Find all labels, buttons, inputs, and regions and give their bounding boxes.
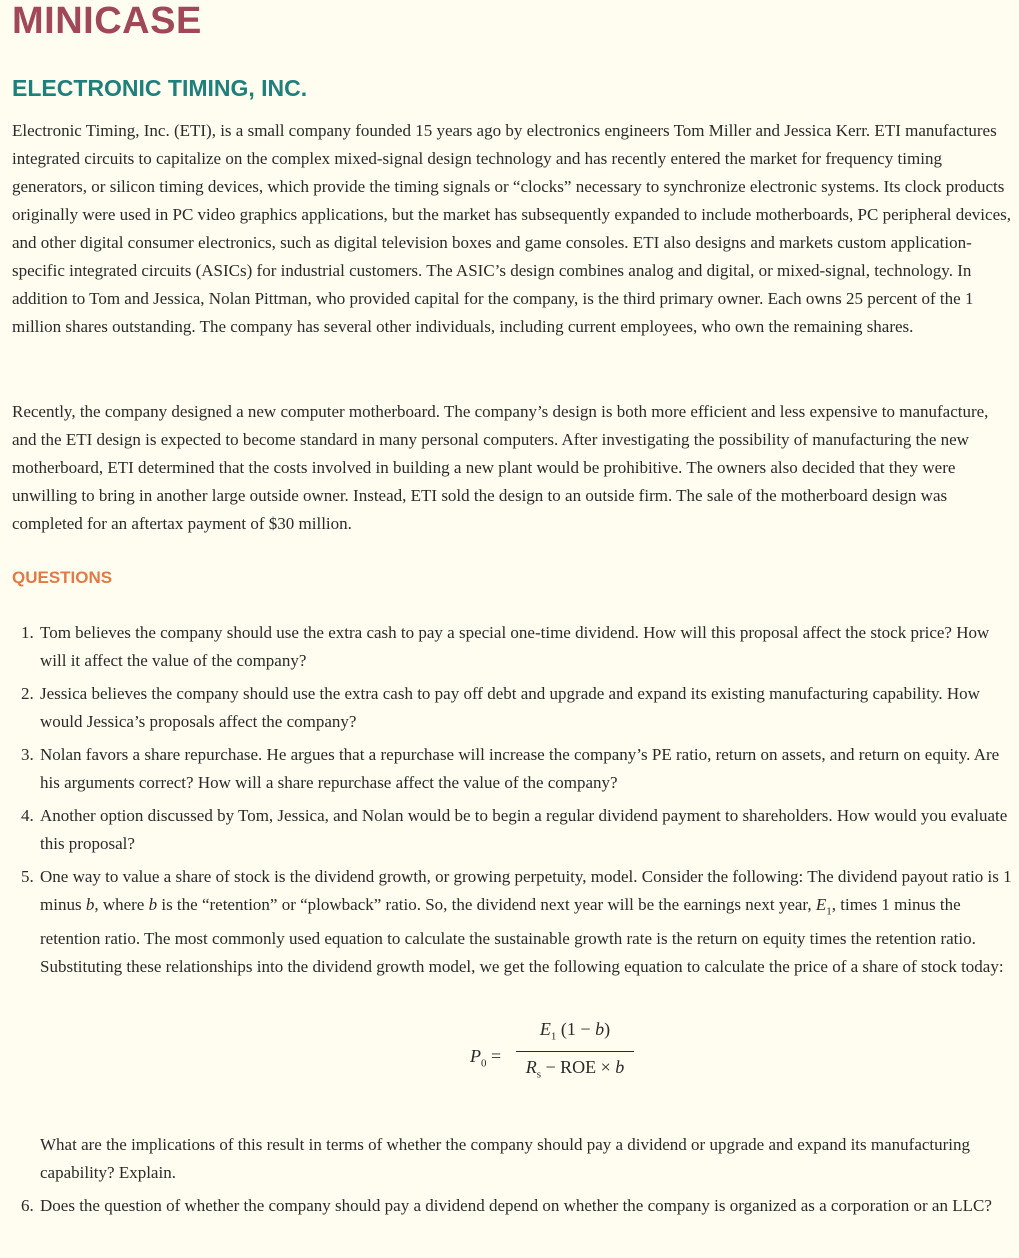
formula-var-b: b <box>615 1056 625 1077</box>
question-text: Does the question of whether the company should pay a dividend depend on whether the company is organized as a corporation or an LLC? <box>40 1196 992 1216</box>
question-number: 3. <box>21 745 34 764</box>
formula-sub: 0 <box>481 1057 487 1070</box>
question-item <box>12 619 1012 675</box>
questions-list <box>12 619 1012 1225</box>
fraction-bar <box>516 1051 634 1052</box>
question-item <box>12 741 1012 797</box>
formula-var-r: R <box>525 1056 537 1077</box>
variable-e-subscript: 1 <box>826 905 832 918</box>
formula-equals: = <box>491 1046 502 1067</box>
questions-heading: QUESTIONS <box>12 568 113 587</box>
formula-sub: s <box>536 1068 541 1081</box>
question-text-part: , where <box>94 895 149 914</box>
question-text-part: is the “retention” or “plowback” ratio. So, the dividend next year will be the earnings next year, <box>157 895 816 914</box>
formula-sub: 1 <box>550 1030 557 1043</box>
question-followup: What are the implications of this result in terms of whether the company should pay a dividend or upgrade and expand its manufacturing capability? Explain. <box>40 1135 971 1183</box>
question-item <box>12 1192 1012 1220</box>
question-text-part: One way to value a share of stock is the dividend growth, or growing perpetuity, model. Consider the following: The dividend payout ratio is 1 minus <box>40 867 1012 914</box>
question-item <box>12 802 1012 858</box>
formula-denominator <box>516 1055 634 1087</box>
question-number: 2. <box>21 684 34 703</box>
variable-b: b <box>148 895 158 914</box>
question-number: 4. <box>21 806 34 825</box>
formula-text: ) <box>604 1019 611 1040</box>
formula-var-b: b <box>595 1019 605 1040</box>
formula-fraction <box>516 1017 634 1086</box>
question-text: Another option discussed by Tom, Jessica, and Nolan would be to begin a regular dividend payment to shareholders. How would you evaluate this proposal? <box>40 806 1008 853</box>
intro-paragraph: Electronic Timing, Inc. (ETI), is a small company founded 15 years ago by electronics engineers Tom Miller and Jessica Kerr. ETI manufactures integrated circuits to capitalize on the complex mixed-signal design technology and has recently entered the market for frequency timing generators, or silicon timing devices, which provide the timing signals or “clocks” necessary to synchronize electronic systems. Its clock products originally were used in PC video graphics applications, but the market has subsequently expanded to include motherboards, PC peripheral devices, and other digital consumer electronics, such as digital television boxes and game consoles. ETI also designs and markets custom application-specific integrated circuits (ASICs) for industrial customers. The ASIC’s design combines analog and digital, or mixed-signal, technology. In addition to Tom and Jessica, Nolan Pittman, who provided capital for the company, is the third primary owner. Each owns 25 percent of the 1 million shares outstanding. The company has several other individuals, including current employees, who own the remaining shares. <box>12 121 1011 336</box>
question-text-part: , times 1 minus the retention ratio. The most commonly used equation to calculate the sustainable growth rate is the return on equity times the retention ratio. Substituting these relationships into the dividend growth model, we get the following equation to calculate the price of a share of stock today: <box>40 895 1004 977</box>
formula-var-e: E <box>539 1019 551 1040</box>
variable-e: E <box>815 895 827 914</box>
question-text: Nolan favors a share repurchase. He argues that a repurchase will increase the company’s PE ratio, return on assets, and return on equity. Are his arguments correct? How will a share repurchase affect the value of the company? <box>40 745 1000 792</box>
formula-lhs <box>470 1042 501 1078</box>
question-number: 6. <box>21 1196 34 1216</box>
formula-text: − ROE × <box>540 1056 616 1077</box>
question-text: Jessica believes the company should use the extra cash to pay off debt and upgrade and expand its existing manufacturing capability. How would Jessica’s proposals affect the company? <box>40 684 980 731</box>
question-number: 1. <box>21 623 34 642</box>
question-item <box>12 680 1012 736</box>
sale-paragraph: Recently, the company designed a new computer motherboard. The company’s design is both more efficient and less expensive to manufacture, and the ETI design is expected to become standard in many personal computers. After investigating the possibility of manufacturing the new motherboard, ETI determined that the costs involved in building a new plant would be prohibitive. The owners also decided that they were unwilling to bring in another large outside owner. Instead, ETI sold the design to an outside firm. The sale of the motherboard design was completed for an aftertax payment of $30 million. <box>12 402 989 533</box>
minicase-label: MINICASE <box>12 0 202 42</box>
variable-b: b <box>85 895 95 914</box>
question-text: Tom believes the company should use the extra cash to pay a special one-time dividend. How will this proposal affect the stock price? How will it affect the value of the company? <box>40 623 990 670</box>
formula-text: (1 − <box>556 1019 596 1040</box>
formula-numerator <box>516 1017 634 1049</box>
question-text <box>40 867 1012 976</box>
case-title: ELECTRONIC TIMING, INC. <box>12 75 308 101</box>
question-item <box>12 863 1012 1187</box>
formula-var-p: P <box>470 1046 481 1067</box>
dividend-growth-formula <box>40 1009 1012 1119</box>
question-number: 5. <box>21 867 34 886</box>
